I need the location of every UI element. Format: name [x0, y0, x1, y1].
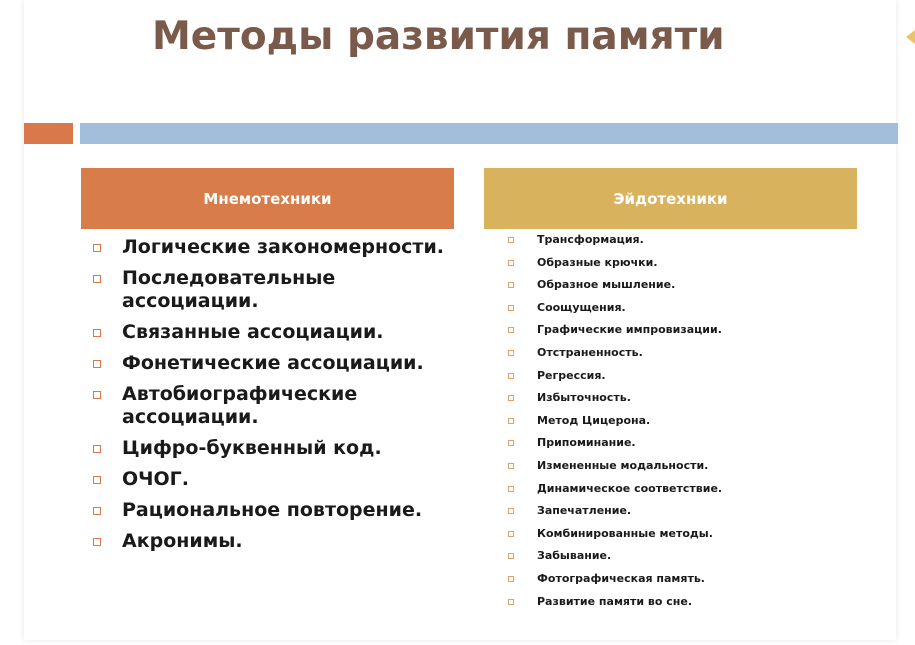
list-item — [90, 352, 460, 375]
square-bullet-icon — [93, 538, 101, 546]
list-item-text: ОЧОГ. — [122, 468, 189, 490]
list-item-text: Запечатление. — [537, 504, 632, 518]
list-item — [505, 301, 875, 324]
list-item — [505, 414, 875, 437]
list-item — [505, 369, 875, 392]
list-item-text: Соощущения. — [537, 300, 626, 314]
square-bullet-icon — [93, 329, 101, 337]
list-item-text: Последовательные ассоциации. — [122, 267, 336, 312]
list-item — [505, 256, 875, 279]
list-item — [90, 468, 460, 491]
list-item-text: Трансформация. — [537, 233, 644, 246]
list-item — [90, 236, 460, 259]
list-item — [90, 267, 460, 313]
list-item-text: Динамическое соответствие. — [537, 481, 723, 495]
square-bullet-icon — [508, 508, 514, 514]
square-bullet-icon — [508, 599, 514, 605]
eidetics-list — [505, 233, 875, 617]
list-item — [505, 482, 875, 505]
header-eidetics — [484, 168, 857, 229]
square-bullet-icon — [93, 275, 101, 283]
list-item-text: Графические импровизации. — [537, 323, 722, 337]
list-item — [90, 530, 460, 553]
list-item-text: Избыточность. — [537, 391, 631, 405]
header-mnemonics-label: Мнемотехники — [203, 189, 332, 208]
mnemonics-list — [90, 236, 460, 561]
square-bullet-icon — [508, 260, 514, 266]
list-item — [505, 346, 875, 369]
slide-title: Методы развития памяти — [152, 14, 725, 59]
list-item — [505, 504, 875, 527]
list-item — [505, 278, 875, 301]
decorative-bar-blue — [80, 123, 898, 144]
list-item-text: Отстраненность. — [537, 345, 643, 359]
list-item-text: Автобиографические ассоциации. — [122, 383, 358, 428]
square-bullet-icon — [93, 476, 101, 484]
list-item-text: Комбинированные методы. — [537, 526, 713, 540]
list-item — [505, 391, 875, 414]
list-item-text: Акронимы. — [122, 530, 243, 552]
square-bullet-icon — [508, 282, 514, 288]
square-bullet-icon — [508, 418, 514, 424]
list-item — [505, 459, 875, 482]
square-bullet-icon — [508, 237, 514, 243]
list-item — [90, 437, 460, 460]
square-bullet-icon — [93, 507, 101, 515]
list-item — [505, 527, 875, 550]
list-item — [505, 572, 875, 595]
list-item — [90, 321, 460, 344]
list-item — [505, 323, 875, 346]
list-item — [90, 499, 460, 522]
square-bullet-icon — [508, 553, 514, 559]
list-item — [505, 436, 875, 459]
list-item — [505, 549, 875, 572]
header-eidetics-label: Эйдотехники — [613, 189, 728, 208]
list-item-text: Логические закономерности. — [122, 236, 444, 258]
list-item-text: Метод Цицерона. — [537, 413, 651, 427]
list-item-text: Измененные модальности. — [537, 458, 709, 472]
corner-arrow-icon — [906, 30, 915, 44]
list-item — [505, 595, 875, 618]
square-bullet-icon — [508, 350, 514, 356]
square-bullet-icon — [508, 463, 514, 469]
square-bullet-icon — [508, 373, 514, 379]
list-item-text: Образное мышление. — [537, 278, 676, 292]
list-item — [90, 383, 460, 429]
square-bullet-icon — [508, 305, 514, 311]
list-item-text: Цифро-буквенный код. — [122, 437, 382, 459]
decorative-bar-orange — [24, 123, 73, 144]
list-item-text: Припоминание. — [537, 436, 636, 450]
square-bullet-icon — [508, 327, 514, 333]
header-mnemonics — [81, 168, 454, 229]
list-item-text: Развитие памяти во сне. — [537, 594, 693, 608]
list-item-text: Регрессия. — [537, 368, 606, 382]
square-bullet-icon — [508, 576, 514, 582]
square-bullet-icon — [508, 440, 514, 446]
square-bullet-icon — [93, 391, 101, 399]
list-item-text: Связанные ассоциации. — [122, 321, 384, 343]
list-item-text: Фонетические ассоциации. — [122, 352, 424, 374]
square-bullet-icon — [508, 395, 514, 401]
square-bullet-icon — [508, 486, 514, 492]
square-bullet-icon — [93, 244, 101, 252]
list-item-text: Рациональное повторение. — [122, 499, 423, 521]
list-item-text: Фотографическая память. — [537, 571, 705, 585]
square-bullet-icon — [508, 531, 514, 537]
list-item-text: Забывание. — [537, 549, 612, 563]
square-bullet-icon — [93, 445, 101, 453]
list-item-text: Образные крючки. — [537, 255, 658, 269]
list-item — [505, 233, 875, 256]
square-bullet-icon — [93, 360, 101, 368]
